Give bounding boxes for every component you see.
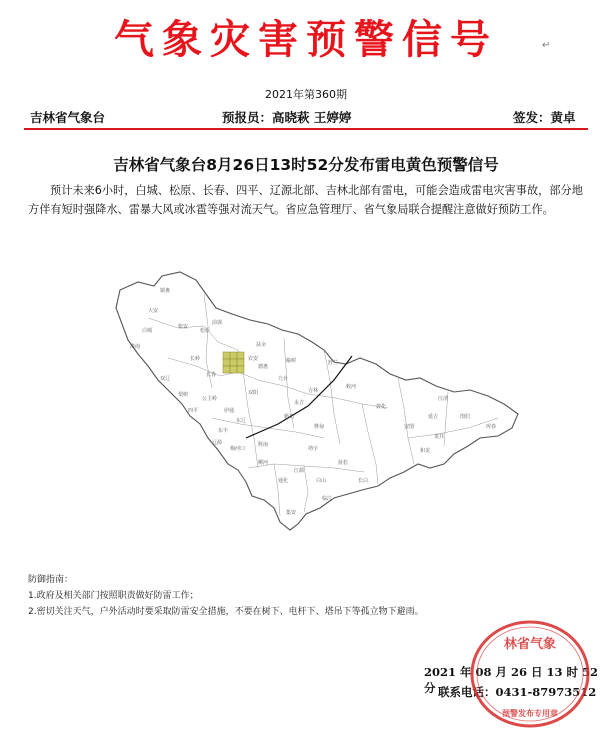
map-place-label-29: 双阳 (248, 390, 259, 396)
map-place-label-22: 龙井 (434, 434, 445, 440)
guidance-item-2: 2.密切关注天气，户外活动时要采取防雷安全措施，不要在树下、电杆下、塔吊下等孤立物下避雨。 (28, 607, 424, 617)
map-place-label-30: 磐石 (284, 414, 295, 420)
map-place-label-25: 四平 (188, 408, 199, 414)
map-place-label-43: 靖宇 (308, 446, 319, 452)
contact-label: 联系电话： (438, 685, 496, 699)
map-place-label-28: 伊通 (224, 408, 235, 414)
jilin-province-map (108, 268, 528, 538)
map-place-label-36: 东辽 (236, 418, 247, 424)
guidance-title: 防御指南： (28, 575, 74, 585)
map-place-label-16: 敦化 (376, 404, 387, 410)
map-place-label-45: 江源 (294, 468, 305, 474)
map-place-label-11: 长春 (206, 372, 217, 378)
map-place-label-33: 柳河 (258, 460, 269, 466)
map-place-label-31: 桦甸 (314, 424, 325, 430)
map-place-label-34: 梅河口 (230, 446, 246, 452)
map-place-label-18: 汪清 (438, 396, 449, 402)
map-place-label-24: 公主岭 (202, 396, 218, 402)
map-place-label-14: 吉林 (308, 388, 319, 394)
official-seal (468, 618, 592, 730)
map-place-label-0: 镇赉 (160, 288, 171, 294)
map-place-label-13: 舒兰 (328, 360, 339, 366)
map-place-label-9: 农安 (248, 356, 259, 362)
map-place-label-20: 图们 (460, 414, 471, 420)
issue-datetime: 2021 年 08 月 26 日 13 时 52 分 (424, 665, 599, 695)
signer-label: 签发： (513, 110, 551, 125)
map-place-label-35: 东丰 (218, 428, 229, 434)
province-outline (116, 272, 518, 530)
issuing-organization: 吉林省气象台 (30, 110, 106, 125)
map-place-label-7: 扶余 (256, 342, 267, 348)
map-place-label-41: 长白 (358, 478, 369, 484)
map-place-label-15: 蛟河 (346, 384, 357, 390)
map-place-label-47: 永吉 (294, 400, 305, 406)
issue-number: 2021年第360期 (265, 88, 347, 101)
map-place-label-21: 延吉 (428, 414, 439, 420)
seal-top-text: 林省气象 (503, 637, 557, 652)
map-place-label-6: 前郭 (212, 320, 223, 326)
map-place-label-8: 长岭 (190, 356, 201, 362)
forecaster-names: 高晓萩 王婷婷 (272, 110, 352, 125)
paragraph-mark-icon: ↵ (542, 40, 551, 51)
guidance-item-1: 1.政府及相关部门按照职责做好防雷工作； (28, 591, 199, 601)
notice-headline: 吉林省气象台8月26日13时52分发布雷电黄色预警信号 (113, 156, 499, 174)
map-place-label-27: 双辽 (160, 376, 171, 382)
map-place-label-17: 安图 (404, 424, 415, 430)
map-place-label-23: 和龙 (420, 448, 431, 454)
map-place-label-2: 白城 (142, 328, 153, 334)
map-place-label-10: 德惠 (258, 364, 269, 370)
signer-name: 黄卓 (550, 110, 576, 125)
contact-phone: 0431-87973512 (495, 685, 597, 699)
map-place-label-42: 抚松 (338, 460, 349, 466)
map-place-label-26: 梨树 (178, 392, 189, 398)
map-place-label-38: 通化 (278, 478, 289, 484)
notice-body: 预计未来6小时，白城、松原、长春、四平、辽源北部、吉林北部有雷电，可能会造成雷电灾害事故，部分地方伴有短时强降水、雷暴大风或冰雹等强对流天气。省应急管理厅、省气象局联合提醒注意做好预防工作。 (28, 184, 583, 216)
document-title: 气象灾害预警信号 (114, 16, 498, 63)
map-place-label-39: 集安 (286, 510, 297, 516)
map-place-label-3: 洮南 (130, 344, 141, 350)
forecaster-label: 预报员： (222, 110, 273, 125)
warning-area (223, 352, 244, 373)
map-place-label-5: 松原 (200, 328, 211, 334)
forecaster-line (222, 108, 351, 126)
map-place-label-40: 临江 (322, 496, 333, 502)
map-place-label-32: 辉南 (258, 442, 269, 448)
map-place-label-4: 乾安 (178, 324, 189, 330)
map-place-label-46: 九台 (278, 376, 289, 382)
map-place-label-37: 辽源 (212, 440, 223, 446)
signer-line (513, 108, 576, 126)
map-place-label-12: 榆树 (286, 358, 297, 364)
seal-bottom-text: 预警发布专用章 (502, 708, 558, 718)
red-divider (24, 128, 588, 130)
map-place-label-44: 白山 (316, 478, 327, 484)
map-place-label-1: 大安 (148, 308, 159, 314)
map-place-label-19: 珲春 (486, 424, 497, 430)
